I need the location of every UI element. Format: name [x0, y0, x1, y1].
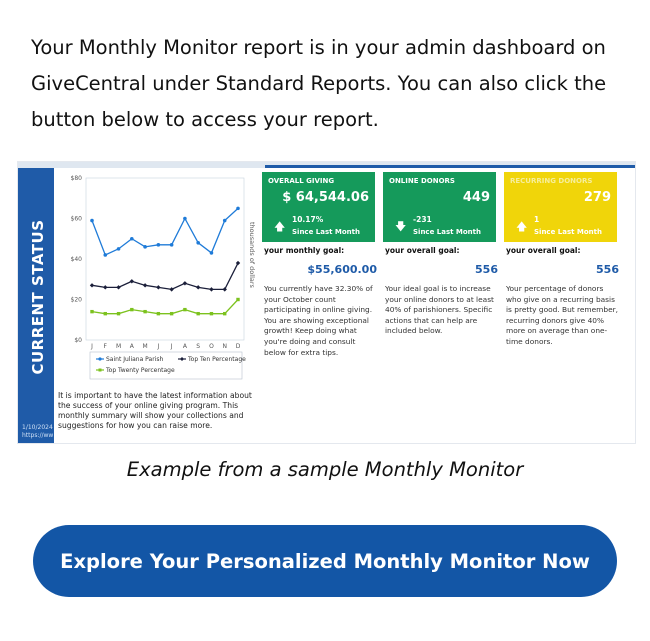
online-donors-card — [383, 172, 496, 242]
data-point — [143, 310, 146, 313]
data-point — [117, 312, 120, 315]
data-point — [169, 287, 173, 291]
legend-label: Top Ten Percentage — [188, 356, 246, 363]
data-point — [103, 285, 107, 289]
data-point — [156, 285, 160, 289]
data-point — [210, 251, 214, 255]
data-point — [157, 312, 160, 315]
card-value: $ 64,544.06 — [282, 190, 369, 205]
data-point — [183, 217, 187, 221]
y-tick-label: $0 — [74, 337, 82, 344]
data-point — [223, 219, 227, 223]
x-tick-label: J — [91, 343, 93, 350]
card-change: 10.17% — [292, 215, 324, 224]
overall-giving-card — [262, 172, 375, 242]
y-tick-label: $60 — [70, 215, 82, 223]
data-point — [209, 287, 213, 291]
x-tick-label: J — [170, 343, 173, 350]
legend-label: Saint Juliana Parish — [106, 356, 164, 363]
goal-value: 556 — [596, 263, 619, 276]
x-tick-label: S — [196, 343, 201, 350]
data-point — [223, 312, 226, 315]
arrow-up-icon: 🡅 — [516, 220, 528, 233]
recurring-goal-column — [506, 246, 619, 348]
data-point — [196, 312, 199, 315]
card-title: OVERALL GIVING — [268, 177, 335, 185]
x-tick-label: A — [182, 343, 187, 350]
data-point — [170, 243, 174, 247]
x-tick-label: O — [209, 343, 214, 350]
data-point — [90, 283, 94, 287]
series-line — [92, 263, 238, 289]
legend-marker — [98, 357, 101, 360]
monthly-monitor-sample-report — [18, 162, 635, 443]
card-since: Since Last Month — [413, 228, 481, 236]
y-tick-label: $40 — [70, 256, 82, 263]
current-status-title: CURRENT STATUS — [29, 219, 47, 375]
goal-label: your overall goal: — [506, 246, 581, 255]
goal-text: Your ideal goal is to increase your online donors to at least 40% of parishioners. Specific actions that can help are included below. — [385, 284, 494, 336]
legend-label: Top Twenty Percentage — [106, 367, 175, 374]
card-change: -231 — [413, 215, 432, 224]
data-point — [236, 207, 240, 211]
data-point — [143, 283, 147, 287]
card-since: Since Last Month — [292, 228, 360, 236]
chart-svg — [54, 168, 262, 388]
data-point — [236, 261, 240, 265]
series-line — [92, 300, 238, 314]
data-point — [130, 308, 133, 311]
data-point — [183, 281, 187, 285]
report-sidebar — [18, 168, 54, 443]
report-caption: Example from a sample Monthly Monitor — [126, 458, 524, 481]
card-title: RECURRING DONORS — [510, 177, 593, 185]
online-donors-goal-column — [385, 246, 498, 337]
plot-area — [86, 178, 244, 340]
giving-line-chart — [54, 168, 262, 388]
data-point — [170, 312, 173, 315]
data-point — [236, 298, 239, 301]
x-tick-label: D — [235, 343, 241, 350]
explore-monthly-monitor-button[interactable]: Explore Your Personalized Monthly Monitor Now — [33, 525, 617, 597]
report-date: 1/10/2024 — [22, 424, 53, 431]
monthly-goal-column — [264, 246, 377, 358]
goal-text: Your percentage of donors who give on a recurring basis is pretty good. But remember, recurring donors give 40% more on average than one-time donors. — [506, 284, 619, 346]
arrow-up-icon: 🡅 — [274, 220, 286, 233]
legend-marker — [99, 369, 102, 372]
card-change: 1 — [534, 215, 540, 224]
goal-label: your monthly goal: — [264, 246, 345, 255]
x-tick-label: F — [103, 343, 107, 350]
data-point — [223, 287, 227, 291]
data-point — [90, 310, 93, 313]
y-axis-label: thousands of dollars — [248, 222, 256, 288]
data-point — [196, 285, 200, 289]
y-tick-label: $80 — [70, 175, 82, 182]
y-tick-label: $20 — [70, 296, 82, 304]
series-line — [92, 208, 238, 255]
goal-value: $55,600.00 — [307, 263, 377, 276]
intro-text: Your Monthly Monitor report is in your admin dashboard on GiveCentral under Standard Reports. You can also click the button below to access your report. — [31, 36, 607, 131]
data-point — [90, 219, 94, 223]
card-title: ONLINE DONORS — [389, 177, 455, 185]
goal-label: your overall goal: — [385, 246, 460, 255]
report-url: https://ww — [22, 432, 54, 439]
data-point — [130, 279, 134, 283]
card-since: Since Last Month — [534, 228, 602, 236]
x-tick-label: M — [142, 343, 148, 350]
arrow-down-icon: 🡇 — [395, 220, 407, 233]
chart-note: It is important to have the latest information about the success of your online giving program. This monthly summary will show your collections and suggestions for how you can raise more. — [58, 391, 252, 430]
card-value: 449 — [462, 190, 490, 205]
card-value: 279 — [583, 190, 611, 205]
data-point — [116, 285, 120, 289]
data-point — [183, 308, 186, 311]
data-point — [130, 237, 134, 241]
data-point — [210, 312, 213, 315]
data-point — [103, 253, 107, 257]
x-tick-label: A — [129, 343, 134, 350]
x-tick-label: N — [222, 343, 227, 350]
data-point — [157, 243, 161, 247]
recurring-donors-card — [504, 172, 617, 242]
data-point — [143, 245, 147, 249]
goal-value: 556 — [475, 263, 498, 276]
x-tick-label: M — [115, 343, 122, 350]
data-point — [196, 241, 200, 245]
x-tick-label: J — [157, 343, 160, 350]
data-point — [104, 312, 107, 315]
goal-text: You currently have 32.30% of your October count participating in online giving. You are showing exceptional growth! Keep doing what you're doing and consult below for extra tips. — [264, 284, 373, 357]
data-point — [117, 247, 121, 251]
